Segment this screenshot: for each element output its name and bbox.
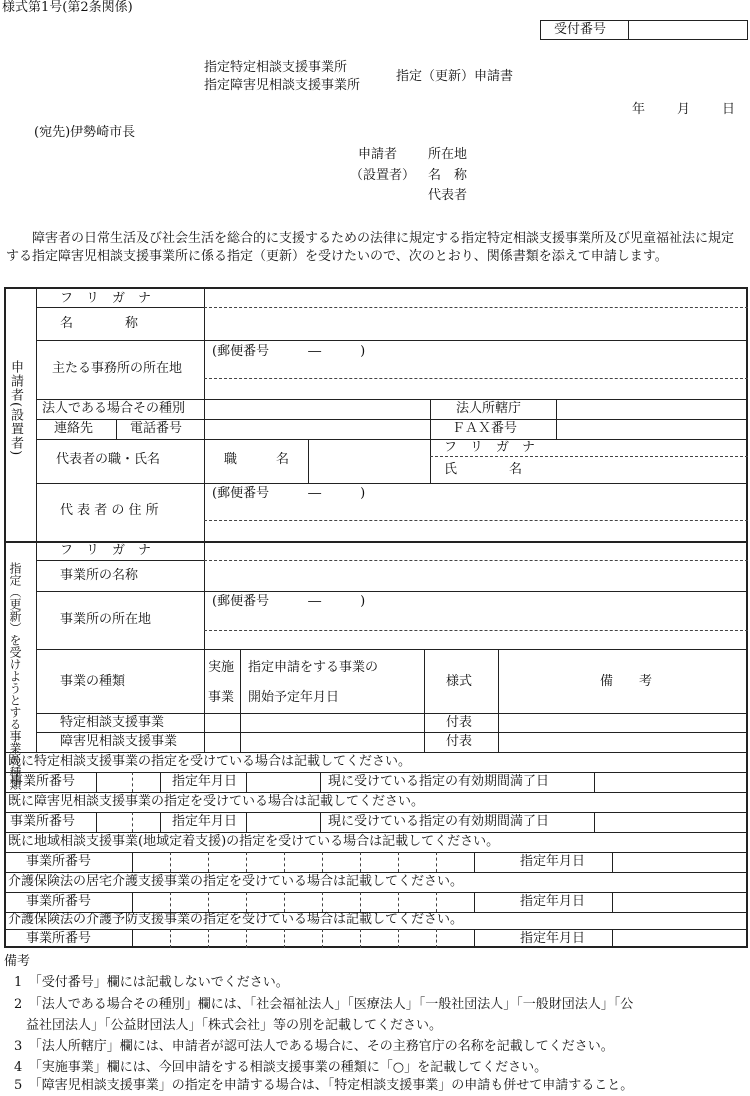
row2-form: 付表	[446, 734, 473, 749]
biz-furigana-label: フ リ ガ ナ	[60, 543, 152, 558]
implement-2: 事業	[208, 690, 235, 705]
title-line2: 指定障害児相談支援事業所	[204, 78, 361, 93]
designated-date-2: 指定年月日	[172, 814, 238, 829]
rep-address-label: 代 表 者 の 住 所	[60, 503, 159, 518]
business-side-label: 指定（更新）を受けようとする事業の種類	[8, 562, 22, 790]
remarks-label: 備 考	[600, 674, 653, 689]
form-label: 様式	[446, 674, 473, 689]
title-line1: 指定特定相談支援事業所	[204, 60, 348, 75]
row1-label: 特定相談支援事業	[60, 715, 165, 730]
office-no-4: 事業所番号	[26, 894, 92, 909]
designated-date-3: 指定年月日	[520, 854, 586, 869]
form-number: 様式第1号(第2条関係)	[2, 0, 133, 15]
start-date-2: 開始予定年月日	[248, 690, 340, 705]
office-address-label: 事業所の所在地	[60, 612, 152, 627]
rep-title-name-label: 代表者の職・氏名	[56, 452, 161, 467]
name-label: 名 称	[60, 316, 139, 331]
fax-label: ＦＡＸ番号	[452, 421, 518, 436]
applicant-label: 申請者	[358, 147, 398, 162]
field-name: 名 称	[428, 168, 468, 183]
rep-furigana-label: フ リ ガ ナ	[444, 440, 536, 455]
note-2a: 2 「法人である場合その種別」欄には、「社会福祉法人」「医療法人」「一般社団法人」「一般財団法人」「公	[14, 997, 634, 1012]
office-no-2: 事業所番号	[10, 814, 76, 829]
implement-1: 実施	[208, 660, 235, 675]
furigana-label: フ リ ガ ナ	[60, 291, 152, 306]
note-1: 1 「受付番号」欄には記載しないでください。	[14, 975, 289, 990]
business-type-label: 事業の種類	[60, 674, 126, 689]
note-3: 3 「法人所轄庁」欄には、申請者が認可法人である場合に、その主務官庁の名称を記載してください。	[14, 1039, 614, 1054]
intro-text: 障害者の日常生活及び社会生活を総合的に支援するための法律に規定する指定特定相談支援事業所及び児童福祉法に規定する指定障害児相談支援事業所に係る指定（更新）を受けたいので、次のとおり、関係書類を添えて申請します。	[6, 231, 735, 264]
designated-date-1: 指定年月日	[172, 774, 238, 789]
office-no-3: 事業所番号	[26, 854, 92, 869]
field-address: 所在地	[428, 147, 468, 162]
contact-label: 連絡先	[54, 421, 94, 436]
note-5: 5 「障害児相談支援事業」の指定を申請する場合は、「特定相談支援事業」の申請も併せて申請すること。	[14, 1078, 634, 1093]
phone-label: 電話番号	[130, 421, 183, 436]
receipt-label: 受付番号	[554, 22, 607, 37]
title-suffix: 指定（更新）申請書	[396, 69, 514, 84]
date-day: 日	[722, 102, 736, 117]
row2-label: 障害児相談支援事業	[60, 734, 178, 749]
corp-office-label: 法人所轄庁	[456, 401, 522, 416]
row1-form: 付表	[446, 715, 473, 730]
office-no-5: 事業所番号	[26, 931, 92, 946]
postal-1: (郵便番号 ― )	[212, 344, 366, 359]
position-label: 職 名	[224, 452, 290, 467]
existing-note2: 既に障害児相談支援事業の指定を受けている場合は記載してください。	[8, 794, 425, 809]
expiry-1: 現に受けている指定の有効期間満了日	[328, 774, 550, 789]
main-office-label: 主たる事務所の所在地	[52, 361, 183, 376]
existing-note3: 既に地域相談支援事業(地域定着支援)の指定を受けている場合は記載してください。	[8, 834, 500, 849]
designated-date-4: 指定年月日	[520, 894, 586, 909]
applicant-side-label: 申請者(設置者)	[8, 360, 23, 457]
postal-3: (郵便番号 ― )	[212, 594, 366, 609]
note-4: 4 「実施事業」欄には、今回申請をする相談支援事業の種類に「○」を記載してください。	[14, 1060, 548, 1075]
note-2b: 益社団法人」「公益財団法人」「株式会社」等の別を記載してください。	[26, 1018, 443, 1033]
postal-2: (郵便番号 ― )	[212, 486, 366, 501]
designated-date-5: 指定年月日	[520, 931, 586, 946]
addressee: (宛先)伊勢崎市長	[34, 125, 136, 140]
rep-name-label: 氏 名	[444, 462, 523, 477]
applicant-sub: （設置者）	[350, 168, 416, 183]
field-rep: 代表者	[428, 188, 468, 203]
existing-note4: 介護保険法の居宅介護支援事業の指定を受けている場合は記載してください。	[8, 874, 464, 889]
existing-note1: 既に特定相談支援事業の指定を受けている場合は記載してください。	[8, 754, 412, 769]
office-name-label: 事業所の名称	[60, 568, 139, 583]
date-month: 月	[677, 102, 691, 117]
start-date-1: 指定申請をする事業の	[248, 660, 379, 675]
existing-note5: 介護保険法の介護予防支援事業の指定を受けている場合は記載してください。	[8, 912, 464, 927]
expiry-2: 現に受けている指定の有効期間満了日	[328, 814, 550, 829]
corp-type-label: 法人である場合その種別	[42, 401, 186, 416]
office-no-1: 事業所番号	[10, 774, 76, 789]
date-year: 年	[632, 102, 646, 117]
notes-heading: 備考	[4, 954, 31, 969]
